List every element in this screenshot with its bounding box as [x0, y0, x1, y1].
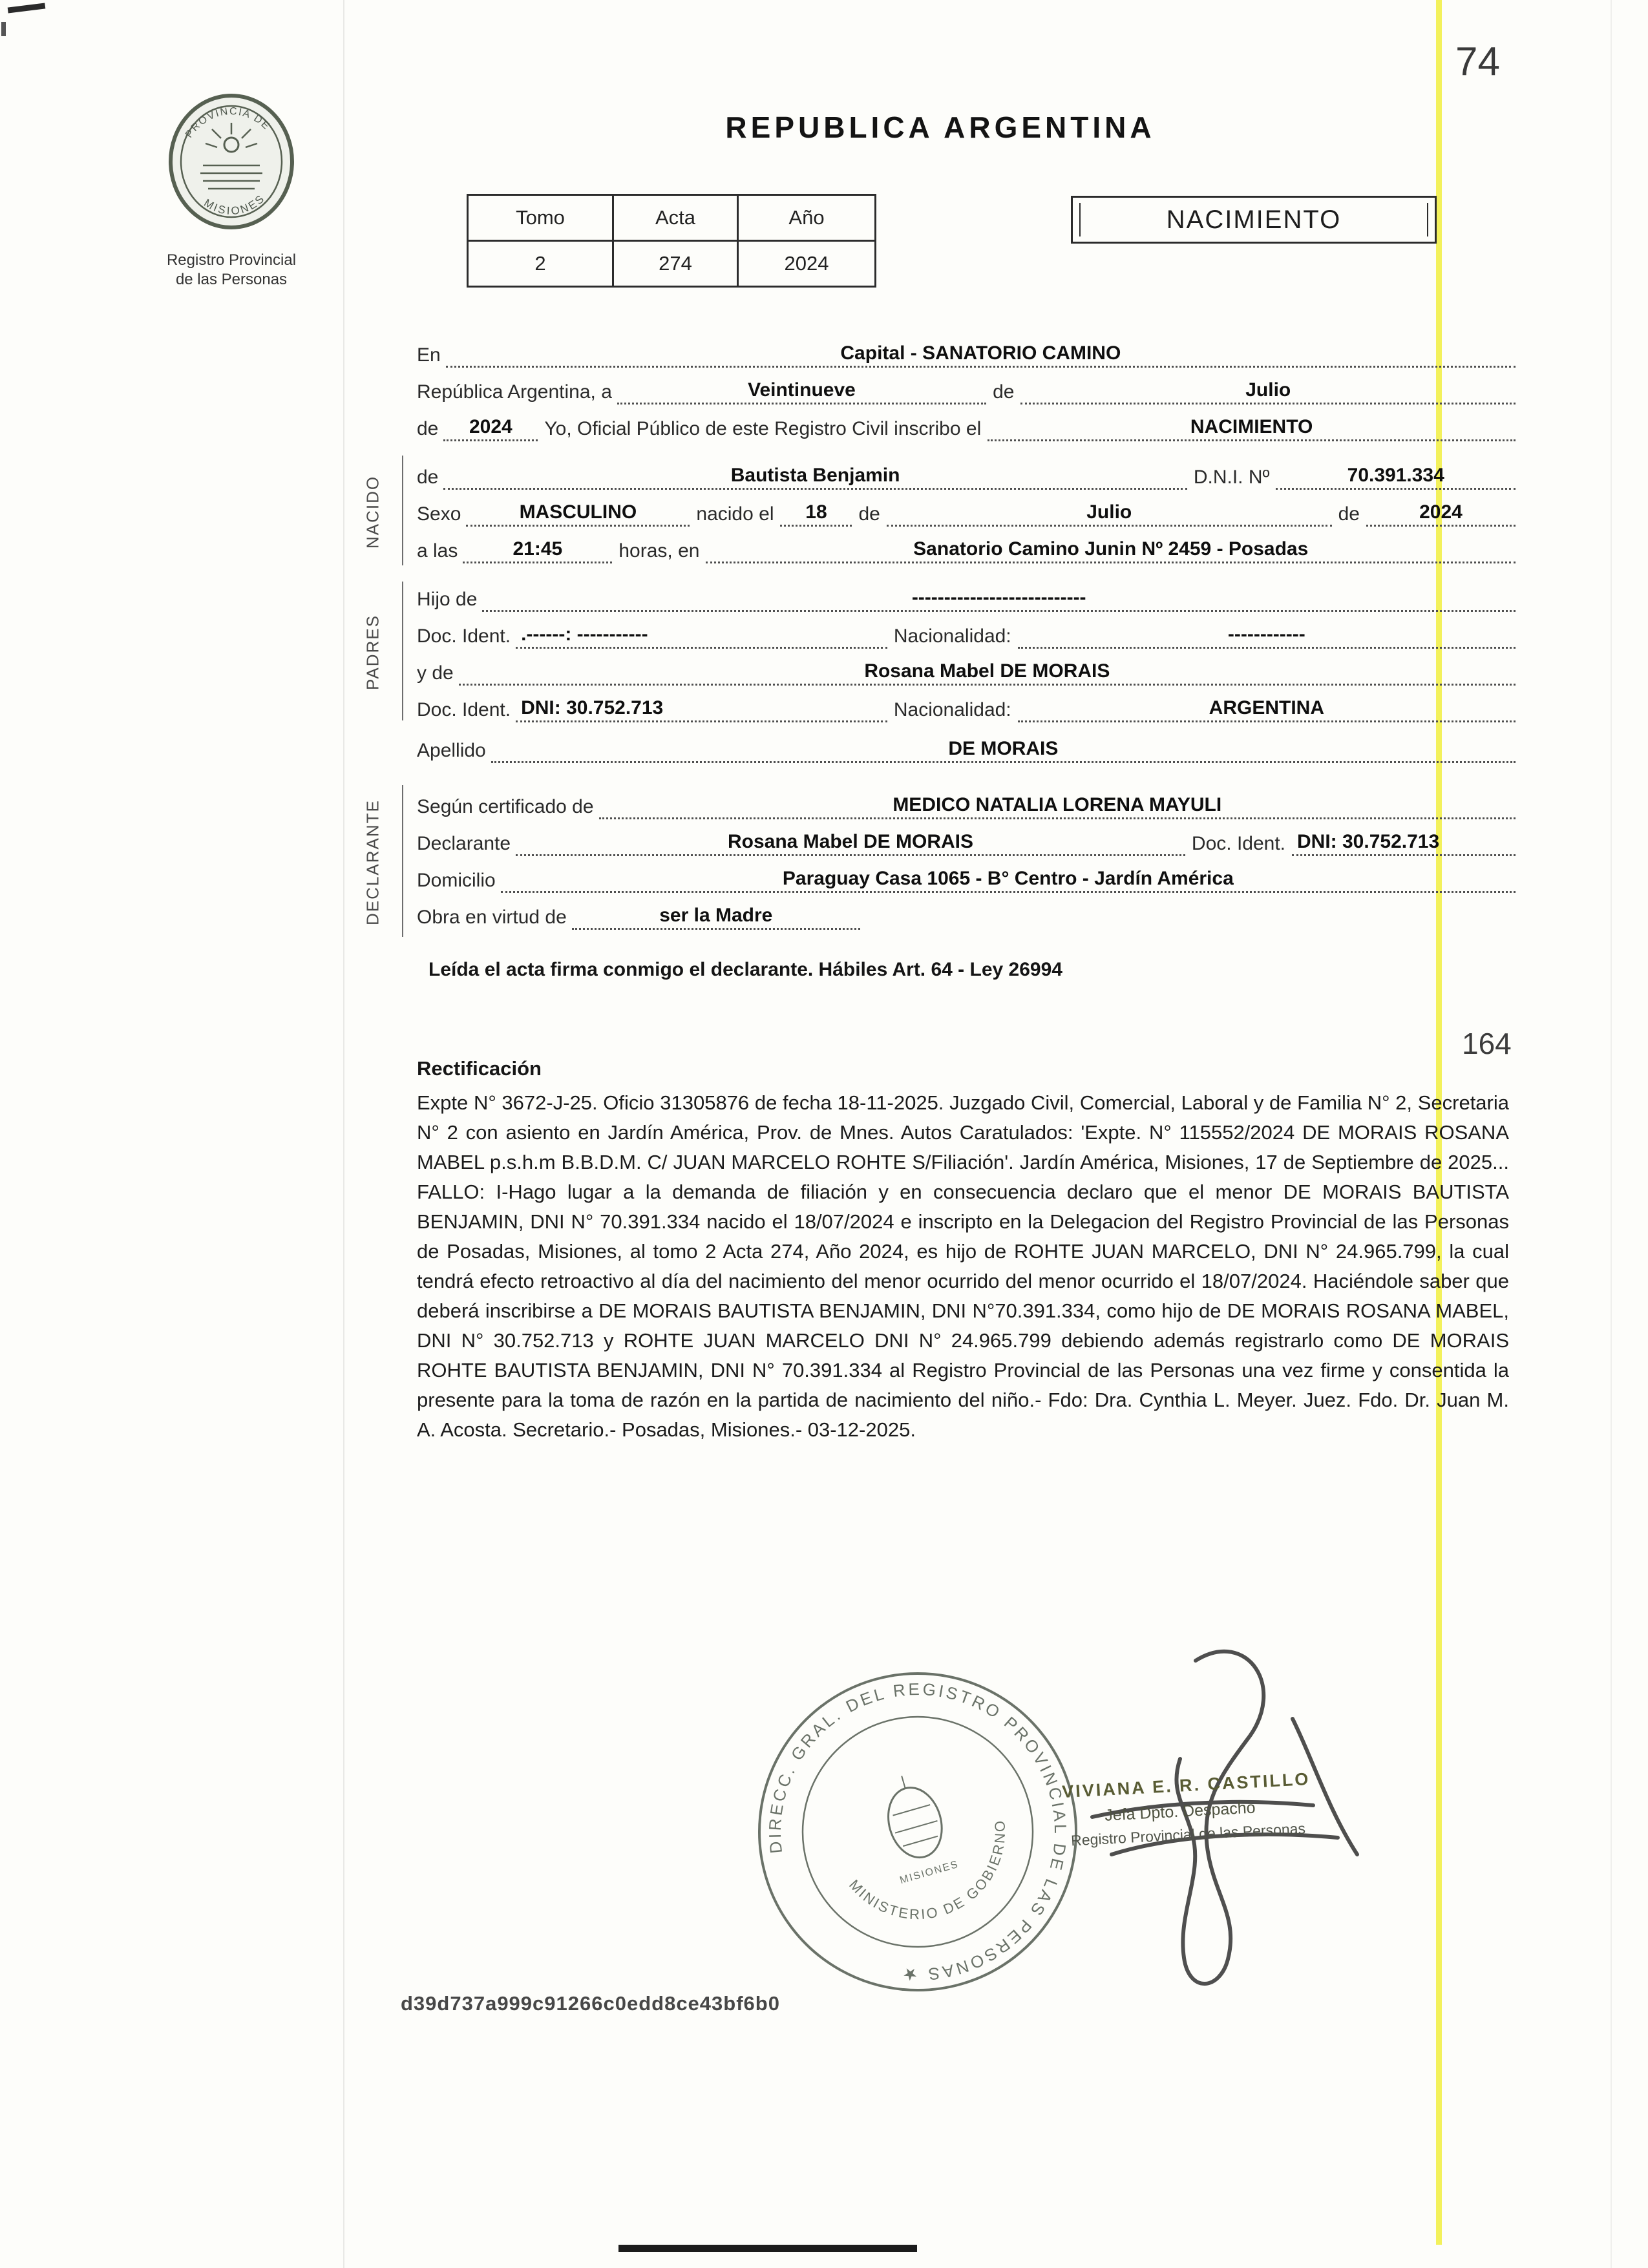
mother-value: Rosana Mabel DE MORAIS — [864, 660, 1110, 682]
birth-year-field — [1366, 500, 1516, 527]
father-nationality-value: ------------ — [1227, 624, 1305, 645]
seal-arc-top-text: PROVINCIA DE — [184, 105, 273, 140]
closing-statement: Leída el acta firma conmigo el declarante. Hábiles Art. 64 - Ley 26994 — [428, 959, 1062, 980]
dni-value: 70.391.334 — [1347, 465, 1444, 486]
scan-artifact-bar — [618, 2245, 917, 2252]
dni-field — [1276, 463, 1516, 490]
republica-label: República Argentina, a — [417, 381, 612, 403]
act-type-box — [1071, 196, 1437, 244]
form-row-date-words — [417, 368, 1516, 404]
en-label: En — [417, 344, 441, 366]
svg-text:MINISTERIO DE GOBIERNO — [839, 1815, 1029, 1942]
place-value: Capital - SANATORIO CAMINO — [840, 342, 1121, 364]
rectification-title: Rectificación — [417, 1057, 542, 1080]
section-rule-padres — [402, 582, 403, 720]
inscribo-value: NACIMIENTO — [1190, 416, 1313, 437]
address-value: Paraguay Casa 1065 - B° Centro - Jardín América — [782, 868, 1234, 889]
page-crease-line — [343, 0, 344, 2268]
birth-day-field — [780, 500, 852, 527]
seal-arc-bottom-text: MISIONES — [202, 191, 268, 218]
capacity-field — [572, 903, 860, 930]
section-label-padres: PADRES — [363, 614, 383, 691]
rectification-body: Expte N° 3672-J-25. Oficio 31305876 de fecha 18-11-2025. Juzgado Civil, Comercial, Laboral y de Familia N° 2, Secretaria N° 2 con asiento en Jardín América, Prov. de Mnes. Autos Caratulados: 'Expte. N° 115552/2024 DE MORAIS ROSANA MABEL p.s.h.m B.B.D.M. C/ JUAN MARCELO ROHTE S/Filiación'. Jardín América, Misiones, 17 de Septiembre de 2025... FALLO: I-Hago lugar a la demanda de filiación y en consecuencia declaro que el menor DE MORAIS BAUTISTA BENJAMIN, DNI N° 70.391.334 nacido el 18/07/2024 e inscripto en la Delegacion del Registro Provincial de las Personas de Posadas, Misiones, al tomo 2 Acta 274, Año 2024, es hijo de ROHTE JUAN MARCELO, DNI N° 24.965.799, la cual tendrá efecto retroactivo al día del nacimiento del menor ocurrido del menor ocurrido el 18/07/2024. Haciéndole saber que deberá inscribirse a DE MORAIS BAUTISTA BENJAMIN, DNI N°70.391.334, como hijo de DE MORAIS ROSANA MABEL, DNI N° 30.752.713 y ROHTE JUAN MARCELO DNI N° 24.965.799 debiendo además registrarlo como DE MORAIS ROHTE BAUTISTA BENJAMIN, DNI N° 70.391.334 al Registro Provincial de las Personas una vez firme y consentida la presente para la toma de razón en la partida de nacimiento del niño.- Fdo: Dra. Cynthia L. Meyer. Juez. Fdo. Dr. Juan M. A. Acosta. Secretario.- Posadas, Misiones.- 03-12-2025. — [417, 1091, 1509, 1441]
table-value-tomo: 2 — [468, 241, 613, 287]
province-seal-icon — [163, 89, 300, 243]
doc1-label: Doc. Ident. — [417, 625, 511, 647]
declarante-label: Declarante — [417, 833, 511, 854]
scan-edge-line — [1611, 0, 1612, 2268]
form-row-surname — [417, 726, 1516, 763]
seal-caption-line1: Registro Provincial — [166, 251, 297, 269]
form-row-certificate — [417, 782, 1516, 819]
document-title: REPUBLICA ARGENTINA — [725, 110, 1156, 144]
father-nationality-field — [1018, 622, 1516, 649]
name-value: Bautista Benjamin — [730, 465, 900, 486]
form-row-place — [417, 331, 1516, 368]
table-value-acta: 274 — [613, 241, 738, 287]
birth-month-field — [887, 500, 1332, 527]
dni-label: D.N.I. Nº — [1193, 467, 1270, 488]
mother-doc-value: DNI: 30.752.713 — [521, 697, 664, 719]
de-label-3: de — [858, 503, 880, 525]
form-row-address — [417, 856, 1516, 893]
mother-doc-field — [516, 696, 887, 722]
de-label-2: de — [417, 418, 439, 439]
declarant-value: Rosana Mabel DE MORAIS — [727, 831, 974, 852]
sexo-field — [466, 500, 690, 527]
certificate-value: MEDICO NATALIA LORENA MAYULI — [893, 794, 1222, 815]
surname-field — [491, 737, 1516, 763]
section-rule-nacido — [402, 456, 403, 565]
time-value: 21:45 — [512, 538, 563, 560]
mother-nationality-value: ARGENTINA — [1209, 697, 1324, 719]
seal-caption-line2: de las Personas — [175, 271, 288, 288]
month-word-field — [1020, 378, 1516, 404]
de-label-4: de — [1338, 503, 1360, 525]
officer-title: Jefa Dpto. Despacho — [1104, 1798, 1256, 1825]
declarant-field — [516, 830, 1185, 856]
certificate-field — [599, 793, 1516, 819]
mother-nationality-field — [1018, 696, 1516, 722]
name-field — [443, 463, 1187, 490]
table-value-anio: 2024 — [738, 241, 876, 287]
inscribo-field — [988, 415, 1516, 441]
birth-year-value: 2024 — [1419, 501, 1463, 523]
nacido-de-label: de — [417, 467, 439, 488]
address-field — [501, 866, 1516, 893]
table-header-row — [468, 195, 876, 241]
de-label-1: de — [993, 381, 1015, 403]
declarant-doc-value: DNI: 30.752.713 — [1297, 831, 1440, 852]
capacity-value: ser la Madre — [659, 905, 773, 926]
act-type-label: NACIMIENTO — [1166, 205, 1342, 234]
scan-corner-mark — [8, 3, 46, 13]
day-word-field — [617, 378, 986, 404]
form-row-name-dni — [417, 453, 1516, 490]
form-row-mother — [417, 649, 1516, 686]
stamp-inner-text: MINISTERIO DE GOBIERNO — [846, 1818, 1009, 1923]
year-field — [443, 415, 538, 441]
alas-label: a las — [417, 540, 458, 562]
officer-stamp — [1062, 1769, 1313, 1850]
doc2-label: Doc. Ident. — [417, 699, 511, 720]
father-value: --------------------------- — [911, 587, 1086, 608]
seal-caption — [150, 251, 313, 289]
officer-name: VIVIANA E. R. CASTILLO — [1061, 1769, 1311, 1802]
form-row-year-acttype — [417, 404, 1516, 441]
father-doc-field — [516, 622, 887, 649]
nacido-el-label: nacido el — [696, 503, 774, 525]
year-value: 2024 — [469, 416, 512, 437]
form-row-mother-doc — [417, 686, 1516, 722]
surname-value: DE MORAIS — [948, 738, 1059, 759]
father-doc-value: .------: ----------- — [521, 624, 648, 645]
nac1-label: Nacionalidad: — [893, 625, 1011, 647]
cert-label: Según certificado de — [417, 796, 594, 817]
father-field — [482, 585, 1516, 612]
sexo-label: Sexo — [417, 503, 461, 525]
birth-day-value: 18 — [805, 501, 827, 523]
domicilio-label: Domicilio — [417, 870, 496, 891]
birthplace-value: Sanatorio Camino Junin Nº 2459 - Posadas — [913, 538, 1309, 560]
horas-label: horas, en — [618, 540, 700, 562]
table-header-tomo: Tomo — [468, 195, 613, 241]
rectification-section — [417, 1057, 1509, 1445]
mother-field — [459, 659, 1516, 686]
stamp-center-text: MISIONES — [898, 1858, 960, 1887]
declarant-doc-field — [1292, 830, 1516, 856]
form-row-time-place — [417, 527, 1516, 563]
form-row-father-doc — [417, 612, 1516, 649]
birth-month-value: Julio — [1086, 501, 1132, 523]
document-hash: d39d737a999c91266c0edd8ce43bf6b0 — [401, 1992, 780, 2015]
place-field — [446, 341, 1516, 368]
sexo-value: MASCULINO — [519, 501, 637, 523]
doc3-label: Doc. Ident. — [1191, 833, 1285, 854]
form-row-capacity — [417, 893, 1516, 930]
hijo-de-label: Hijo de — [417, 589, 478, 610]
page-number-top: 74 — [1455, 39, 1500, 84]
acta-reference-table — [467, 194, 876, 288]
stamp-ring-text: DIRECC. GRAL. DEL REGISTRO PROVINCIAL DE LAS PERSONAS ★ — [765, 1679, 1071, 1985]
officer-organization: Registro Provincial de las Personas — [1070, 1820, 1306, 1849]
apellido-label: Apellido — [417, 740, 486, 761]
form-row-sex-birthdate — [417, 490, 1516, 527]
yde-label: y de — [417, 662, 454, 684]
month-word-value: Julio — [1245, 379, 1291, 401]
obra-label: Obra en virtud de — [417, 907, 567, 928]
section-label-declarante: DECLARANTE — [363, 799, 383, 926]
scan-corner-mark-2 — [1, 22, 6, 36]
table-value-row — [468, 241, 876, 287]
certificate-form — [417, 331, 1516, 982]
birthplace-field — [706, 537, 1516, 563]
table-header-anio: Año — [738, 195, 876, 241]
nac2-label: Nacionalidad: — [893, 699, 1011, 720]
form-row-closing — [417, 945, 1516, 982]
table-header-acta: Acta — [613, 195, 738, 241]
form-row-declarant — [417, 819, 1516, 856]
oficial-text: Yo, Oficial Público de este Registro Civil inscribo el — [544, 418, 982, 439]
section-rule-declarante — [402, 785, 403, 937]
time-field — [463, 537, 612, 563]
day-word-value: Veintinueve — [748, 379, 856, 401]
page-number-mid: 164 — [1462, 1027, 1512, 1060]
form-row-father — [417, 575, 1516, 612]
section-label-nacido: NACIDO — [363, 475, 383, 549]
